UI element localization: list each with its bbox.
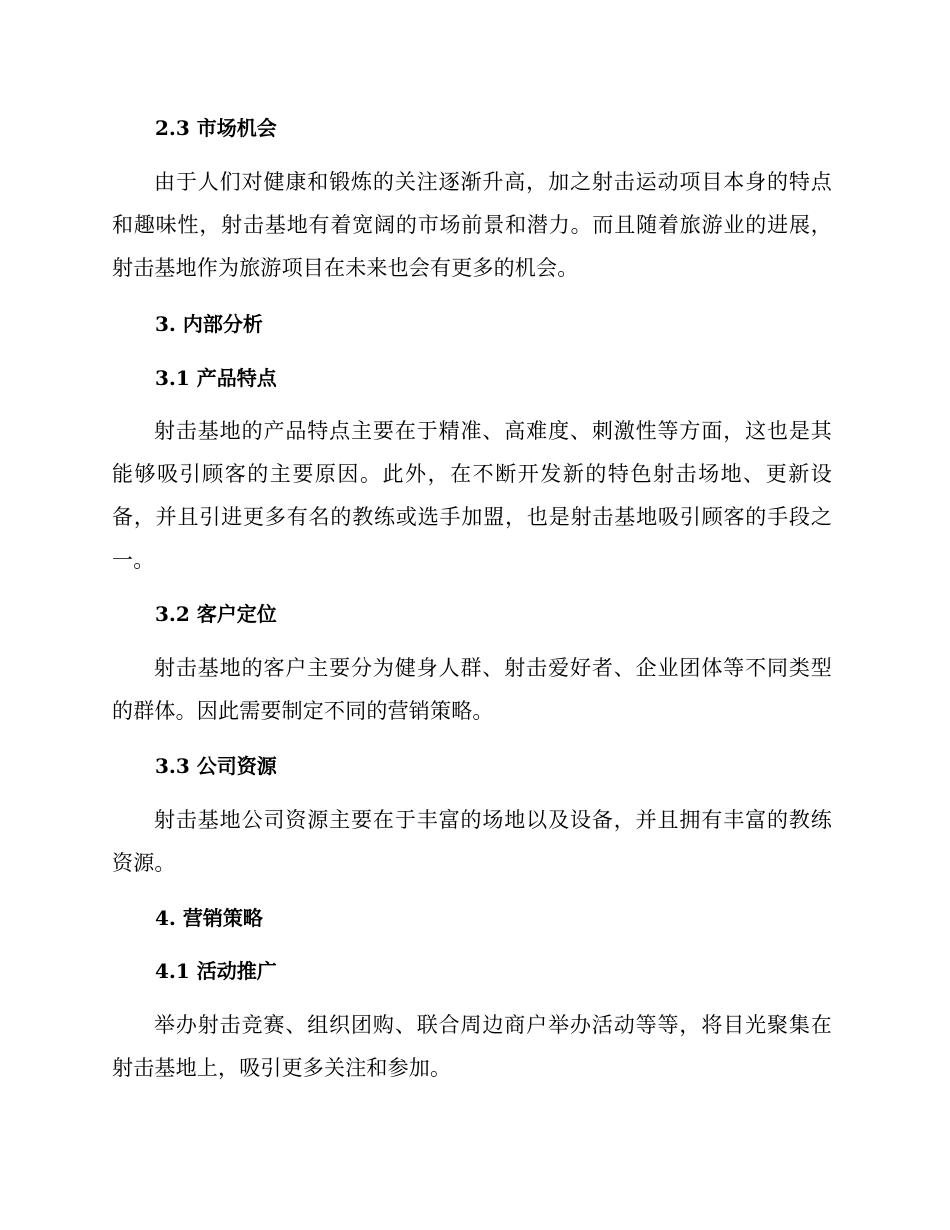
- section-heading-4: 4. 营销策略: [155, 906, 263, 930]
- section-heading-2-3: 2.3 市场机会: [155, 116, 277, 140]
- section-paragraph-2-3: 由于人们对健康和锻炼的关注逐渐升高，加之射击运动项目本身的特点和趣味性，射击基地有着宽阔的市场前景和潜力。而且随着旅游业的进展，射击基地作为旅游项目在未来也会有更多的机会。: [112, 170, 832, 280]
- section-heading-3-1: 3.1 产品特点: [155, 366, 277, 390]
- section-heading-4-1: 4.1 活动推广: [155, 959, 277, 983]
- section-paragraph-3-2: 射击基地的客户主要分为健身人群、射击爱好者、企业团体等不同类型的群体。因此需要制定不同的营销策略。: [112, 656, 832, 723]
- section-paragraph-3-1: 射击基地的产品特点主要在于精准、高难度、刺激性等方面，这也是其能够吸引顾客的主要原因。此外，在不断开发新的特色射击场地、更新设备，并且引进更多有名的教练或选手加盟，也是射击基地吸引顾客的手段之一。: [112, 419, 832, 572]
- section-heading-3-3: 3.3 公司资源: [155, 754, 277, 778]
- section-paragraph-3-3: 射击基地公司资源主要在于丰富的场地以及设备，并且拥有丰富的教练资源。: [112, 808, 832, 875]
- section-paragraph-4-1: 举办射击竞赛、组织团购、联合周边商户举办活动等等，将目光聚集在射击基地上，吸引更多关注和参加。: [112, 1013, 832, 1080]
- section-heading-3: 3. 内部分析: [155, 312, 263, 336]
- section-heading-3-2: 3.2 客户定位: [155, 602, 277, 626]
